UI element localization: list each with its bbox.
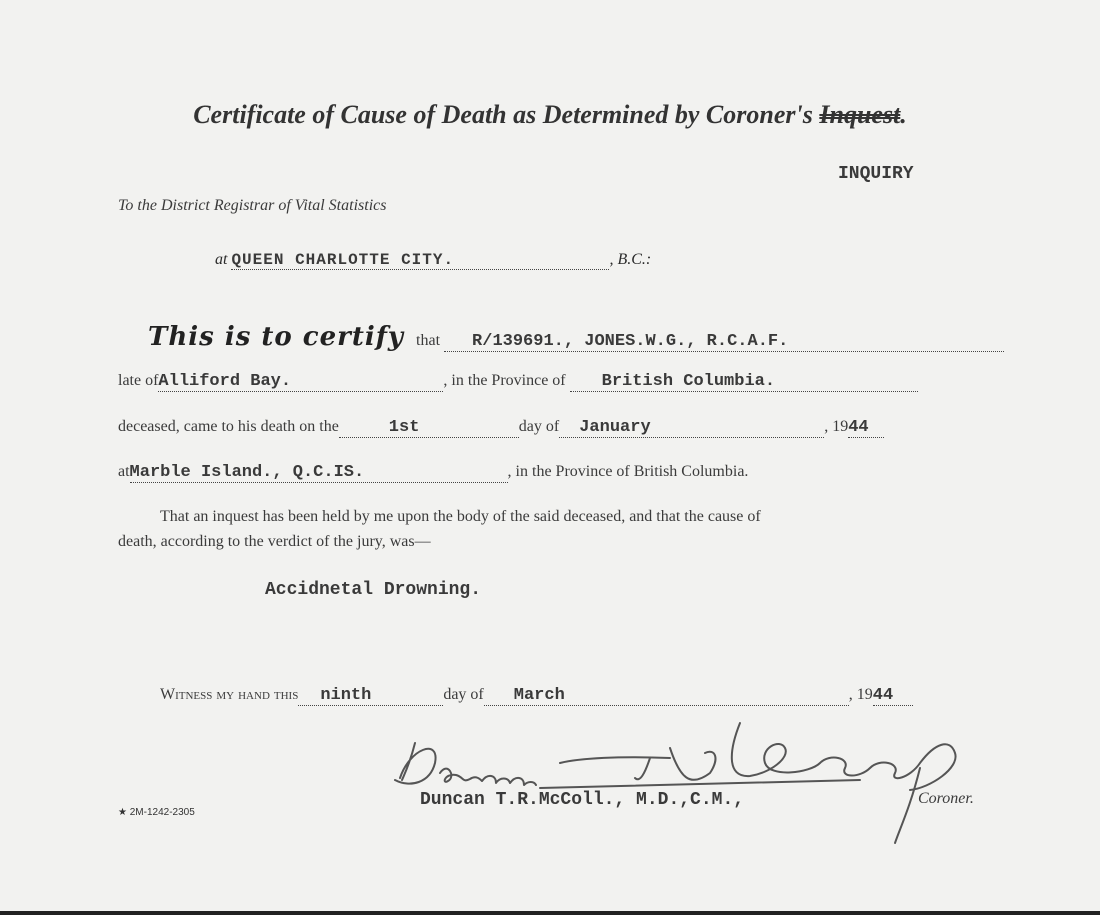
deceased-identity: R/139691., JONES.W.G., R.C.A.F. xyxy=(444,332,1004,352)
death-date-line: deceased, came to his death on the 1st day of January , 1944 xyxy=(118,418,884,438)
certify-line: This is to certify that R/139691., JONES.W.G., R.C.A.F. xyxy=(148,322,1004,352)
certify-lead: This is to certify xyxy=(148,322,405,352)
registrar-location-line: at QUEEN CHARLOTTE CITY. , B.C.: xyxy=(215,251,652,269)
inquest-statement: That an inquest has been held by me upon the body of the said deceased, and that the cause of xyxy=(160,508,761,525)
witness-month: March xyxy=(484,686,849,706)
late-of-line: late ofAlliford Bay. , in the Province of British Columbia. xyxy=(118,372,918,392)
late-of-place: Alliford Bay. xyxy=(158,372,443,392)
death-place: Marble Island., Q.C.IS. xyxy=(130,463,508,483)
coroner-title: Coroner. xyxy=(918,790,974,807)
inquest-statement-continued: death, according to the verdict of the jury, was— xyxy=(118,533,431,550)
witness-line: Witness my hand this ninth day of March , 1944 xyxy=(160,686,913,706)
death-year: 44 xyxy=(848,418,884,438)
death-day: 1st xyxy=(339,418,519,438)
title-correction: INQUIRY xyxy=(838,164,914,184)
scan-edge xyxy=(0,911,1100,915)
witness-year: 44 xyxy=(873,686,913,706)
registrar-address: To the District Registrar of Vital Statistics xyxy=(118,197,387,214)
struck-word: Inquest xyxy=(819,100,901,129)
form-number: ★ 2M-1242-2305 xyxy=(118,807,195,818)
certificate-title: Certificate of Cause of Death as Determined by Coroner's Inquest. xyxy=(193,100,907,129)
death-place-line: atMarble Island., Q.C.IS. , in the Province of British Columbia. xyxy=(118,463,749,482)
coroner-typed-name: Duncan T.R.McColl., M.D.,C.M., xyxy=(420,790,745,810)
registrar-city: QUEEN CHARLOTTE CITY. xyxy=(231,251,609,270)
coroner-signature-image xyxy=(390,718,990,848)
death-month: January xyxy=(559,418,824,438)
province-value: British Columbia. xyxy=(570,372,918,392)
witness-day: ninth xyxy=(298,686,443,706)
cause-of-death: Accidnetal Drowning. xyxy=(265,580,482,600)
